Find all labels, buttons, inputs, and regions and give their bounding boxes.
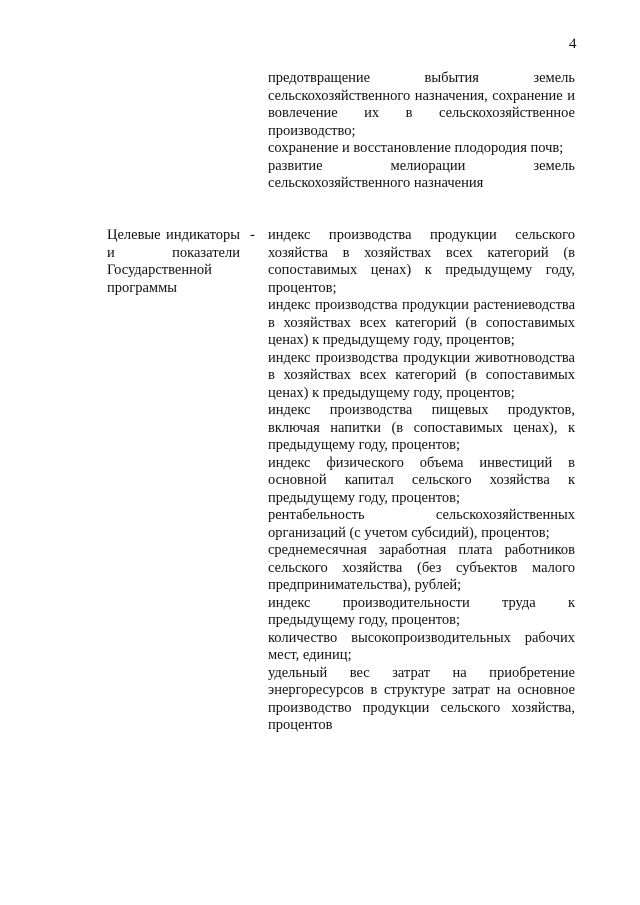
section-dash: -: [250, 227, 255, 243]
indicator-item: количество высокопроизводительных рабочих мест, единиц;: [268, 629, 575, 663]
page-number: 4: [569, 36, 577, 52]
indicator-item: индекс физического объема инвестиций в основной капитал сельского хозяйства к предыдущему году, процентов;: [268, 454, 575, 506]
indicator-item: среднемесячная заработная плата работников сельского хозяйства (без субъектов малого предпринимательства), рублей;: [268, 542, 575, 593]
objectives-continuation: [268, 70, 575, 193]
indicators-list: [268, 227, 575, 735]
indicator-item: индекс производства продукции растениеводства в хозяйствах всех категорий (в сопоставимых ценах) к предыдущему году, процентов;: [268, 297, 575, 348]
indicators-label-text: Целевые индикаторы и показатели Государственной программы: [107, 227, 240, 296]
indicator-item: индекс производительности труда к предыдущему году, процентов;: [268, 594, 575, 628]
indicators-section-label: [107, 227, 240, 297]
objective-item: предотвращение выбытия земель сельскохозяйственного назначения, сохранение и вовлечение их в сельскохозяйственное производство;: [268, 70, 575, 139]
indicator-item: индекс производства продукции животноводства в хозяйствах всех категорий (в сопоставимых ценах) к предыдущему году, процентов;: [268, 349, 575, 401]
objective-item: сохранение и восстановление плодородия почв;: [268, 140, 564, 156]
indicator-item: рентабельность сельскохозяйственных организаций (с учетом субсидий), процентов;: [268, 507, 575, 541]
indicator-item: удельный вес затрат на приобретение энергоресурсов в структуре затрат на основное производство продукции сельского хозяйства, процентов: [268, 664, 575, 733]
indicator-item: индекс производства пищевых продуктов, включая напитки (в сопоставимых ценах), к предыдущему году, процентов;: [268, 402, 575, 453]
indicator-item: индекс производства продукции сельского хозяйства в хозяйствах всех категорий (в сопоставимых ценах) к предыдущему году, процентов;: [268, 227, 575, 296]
objective-item: развитие мелиорации земель сельскохозяйственного назначения: [268, 157, 575, 191]
